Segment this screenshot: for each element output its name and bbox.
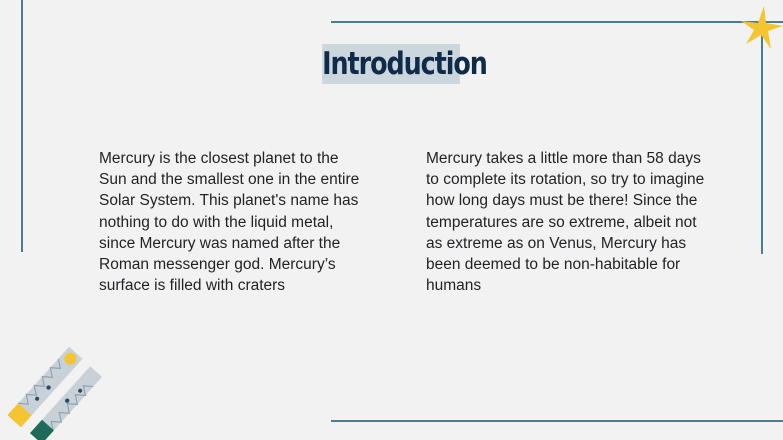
- page-title: Introduction: [322, 46, 487, 82]
- frame-line-bottom: [331, 420, 783, 422]
- frame-line-top: [331, 21, 783, 23]
- sparkle-star-icon: [738, 6, 783, 50]
- frame-line-left: [21, 0, 23, 252]
- rocket-stripes-decoration: [0, 325, 120, 440]
- frame-line-right: [761, 24, 763, 254]
- intro-paragraph-left: Mercury is the closest planet to the Sun and the smallest one in the entire Solar System. This planet's name has nothing to do with the liquid metal, since Mercury was named after the Roman messenger god. Mercury’s surface is filled with craters: [99, 150, 360, 295]
- intro-paragraph-right: Mercury takes a little more than 58 days to complete its rotation, so try to imagine how long days must be there! Since the temperatures are so extreme, albeit not as extreme as on Venus, Mercury has been deemed to be non-habitable for humans: [426, 150, 705, 295]
